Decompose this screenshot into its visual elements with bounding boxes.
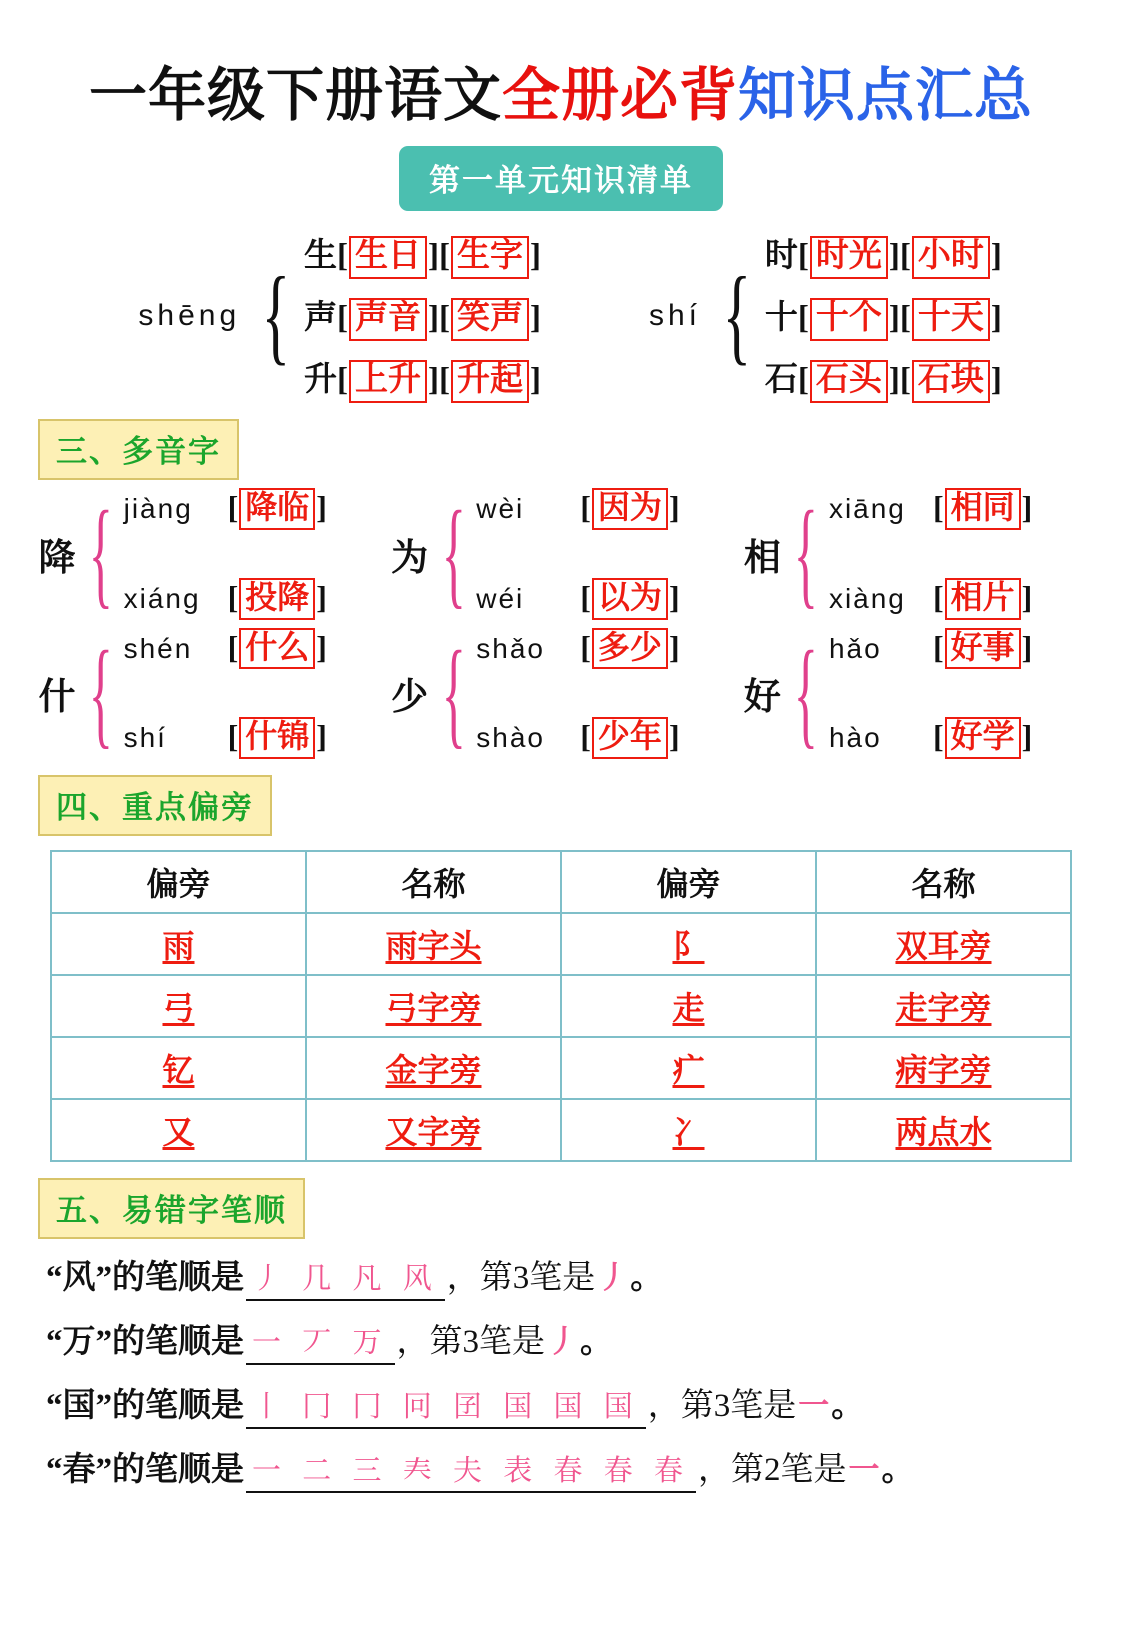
table-cell <box>816 1037 1071 1099</box>
brace-icon: { <box>794 486 819 620</box>
entry-word: 时光 <box>810 236 888 279</box>
cell-text: 走 <box>672 990 705 1027</box>
polyphone-char: 相 <box>743 537 781 579</box>
section-header-radical: 四、重点偏旁 <box>38 775 272 836</box>
entry-word: 生字 <box>451 236 529 279</box>
cell-text: 钇 <box>162 1052 195 1089</box>
brace-icon: { <box>441 626 466 760</box>
cell-text: 弓 <box>162 990 195 1027</box>
cell-text: 两点水 <box>895 1114 992 1151</box>
column-header: 名称 <box>306 851 561 913</box>
table-row <box>51 975 1071 1037</box>
reading-pinyin: hào <box>828 722 882 754</box>
worksheet-page <box>0 48 1122 1635</box>
stroke-order-item: “ 国 ” 的笔顺是 丨 冂 冂 冋 囝 国 国 国 ，第3笔是 一 。 <box>46 1379 1102 1429</box>
polyphone-char: 降 <box>38 537 76 579</box>
table-row <box>51 1037 1071 1099</box>
stroke-question: ，第3笔是 <box>446 1260 596 1297</box>
reading-word: 降临 <box>239 488 315 530</box>
polyphone-grid <box>0 486 1122 759</box>
stroke-sequence: 丿 几 凡 风 <box>246 1256 445 1301</box>
cell-text: 病字旁 <box>895 1052 992 1089</box>
table-cell <box>51 913 306 975</box>
polyphone-item-shao <box>387 628 740 760</box>
stroke-char: 万 <box>62 1324 96 1361</box>
stroke-char: 国 <box>62 1388 96 1425</box>
polyphone-char: 少 <box>391 677 429 719</box>
entry-word: 上升 <box>349 360 427 403</box>
pinyin-entry: 升 [ 上升 ] [ 升起 ] <box>304 353 541 403</box>
reading-pinyin: jiàng <box>123 492 193 524</box>
polyphone-item-wei <box>387 488 740 620</box>
cell-text: 阝 <box>672 928 705 965</box>
stroke-answer: 丿 <box>597 1260 629 1296</box>
entry-char: 石 <box>764 361 798 398</box>
entry-word: 十天 <box>912 298 990 341</box>
table-cell <box>561 1037 816 1099</box>
stroke-char: 风 <box>62 1260 96 1297</box>
polyphone-char: 什 <box>38 677 76 719</box>
cell-text: 又字旁 <box>385 1114 482 1151</box>
cell-text: 弓字旁 <box>385 990 482 1027</box>
unit-banner-container <box>0 146 1122 211</box>
stroke-sequence: 丨 冂 冂 冋 囝 国 国 国 <box>246 1384 646 1429</box>
polyphone-item-xiang <box>739 488 1092 620</box>
reading-word: 好学 <box>945 717 1021 759</box>
stroke-sequence: 一 丆 万 <box>246 1320 395 1365</box>
stroke-lead: 的笔顺是 <box>112 1324 244 1361</box>
reading-pinyin: xiáng <box>123 582 201 614</box>
cell-text: 走字旁 <box>895 990 992 1027</box>
polyphone-reading: shào [ 少年 ] <box>476 717 679 759</box>
pinyin-entry: 十 [ 十个 ] [ 十天 ] <box>765 291 1002 341</box>
entry-char: 十 <box>764 299 798 336</box>
section-header-polyphone: 三、多音字 <box>38 419 239 480</box>
polyphone-reading: xiàng [ 相片 ] <box>829 578 1032 620</box>
polyphone-reading: shén [ 什么 ] <box>124 628 327 670</box>
period: 。 <box>881 1452 915 1489</box>
reading-pinyin: xiàng <box>828 582 906 614</box>
entry-word: 小时 <box>912 236 990 279</box>
cell-text: 雨字头 <box>385 928 482 965</box>
reading-word: 什么 <box>239 628 315 670</box>
reading-pinyin: shào <box>476 722 545 754</box>
stroke-order-item: “ 春 ” 的笔顺是 一 二 三 𡗗 夫 表 春 春 春 ，第2笔是 一 。 <box>46 1443 1102 1493</box>
brace-icon: { <box>441 486 466 620</box>
cell-text: 金字旁 <box>385 1052 482 1089</box>
entry-word: 生日 <box>349 236 427 279</box>
reading-word: 好事 <box>945 628 1021 670</box>
entry-char: 时 <box>764 238 798 274</box>
entry-word: 十个 <box>810 298 888 341</box>
reading-pinyin: wéi <box>476 582 525 614</box>
entry-char: 声 <box>304 299 337 336</box>
reading-word: 多少 <box>592 628 668 670</box>
column-header: 名称 <box>816 851 1071 913</box>
stroke-lead: 的笔顺是 <box>112 1452 244 1489</box>
polyphone-reading: jiàng [ 降临 ] <box>124 488 327 530</box>
reading-word: 相同 <box>945 488 1021 530</box>
polyphone-reading: hǎo [ 好事 ] <box>829 628 1032 670</box>
table-row <box>51 1099 1071 1161</box>
stroke-question: ，第3笔是 <box>647 1388 797 1425</box>
column-header: 偏旁 <box>561 851 816 913</box>
polyphone-reading: xiáng [ 投降 ] <box>124 578 327 620</box>
cell-text: 又 <box>162 1114 195 1151</box>
table-cell <box>51 1037 306 1099</box>
pinyin-entry: 时 [ 时光 ] [ 小时 ] <box>765 229 1002 279</box>
table-cell <box>816 913 1071 975</box>
reading-pinyin: xiāng <box>828 492 906 524</box>
page-title-part-1: 一年级下册语文 <box>88 63 502 128</box>
polyphone-item-hao <box>739 628 1092 760</box>
table-cell <box>816 975 1071 1037</box>
reading-pinyin: shǎo <box>476 632 545 664</box>
polyphone-item-jiang <box>34 488 387 620</box>
entry-word: 声音 <box>349 298 427 341</box>
table-cell <box>561 975 816 1037</box>
polyphone-reading: hào [ 好学 ] <box>829 717 1032 759</box>
page-title-part-2: 全册必背 <box>501 63 738 128</box>
table-row <box>51 913 1071 975</box>
reading-word: 什锦 <box>239 717 315 759</box>
period: 。 <box>630 1260 664 1297</box>
reading-word: 投降 <box>239 578 315 620</box>
cell-text: 雨 <box>162 928 195 965</box>
table-cell <box>561 913 816 975</box>
stroke-order-list <box>0 1251 1122 1493</box>
cell-text: 疒 <box>672 1052 705 1089</box>
column-header: 偏旁 <box>51 851 306 913</box>
table-cell <box>816 1099 1071 1161</box>
stroke-char: 春 <box>62 1452 96 1489</box>
stroke-sequence: 一 二 三 𡗗 夫 表 春 春 春 <box>246 1448 696 1493</box>
entry-char: 升 <box>304 361 337 398</box>
period: 。 <box>580 1324 614 1361</box>
polyphone-reading: wèi [ 因为 ] <box>476 488 679 530</box>
pinyin-entry: 生 [ 生日 ] [ 生字 ] <box>304 229 541 279</box>
entry-word: 石头 <box>810 360 888 403</box>
section-header-stroke-order: 五、易错字笔顺 <box>38 1178 305 1239</box>
page-title <box>0 48 1122 132</box>
pinyin-label: shēng <box>138 298 241 332</box>
period: 。 <box>831 1388 865 1425</box>
stroke-answer: 一 <box>848 1452 880 1488</box>
table-cell <box>306 1099 561 1161</box>
table-cell <box>51 975 306 1037</box>
pinyin-entry: 石 [ 石头 ] [ 石块 ] <box>765 353 1002 403</box>
polyphone-reading: shǎo [ 多少 ] <box>476 628 679 670</box>
pinyin-label: shí <box>648 298 701 332</box>
entry-char: 生 <box>304 238 337 274</box>
stroke-question: ，第3笔是 <box>396 1324 546 1361</box>
brace-icon: { <box>261 255 291 375</box>
brace-icon: { <box>88 486 113 620</box>
stroke-question: ，第2笔是 <box>698 1452 847 1489</box>
table-cell <box>561 1099 816 1161</box>
polyphone-item-shen <box>34 628 387 760</box>
table-cell <box>306 975 561 1037</box>
reading-pinyin: wèi <box>476 492 525 524</box>
polyphone-reading: wéi [ 以为 ] <box>476 578 679 620</box>
pinyin-group-sheng <box>120 229 541 403</box>
table-cell <box>306 1037 561 1099</box>
polyphone-char: 为 <box>391 537 429 579</box>
reading-word: 以为 <box>592 578 668 620</box>
table-cell <box>51 1099 306 1161</box>
stroke-lead: 的笔顺是 <box>112 1260 244 1297</box>
pinyin-group-shi <box>581 229 1002 403</box>
reading-word: 少年 <box>592 717 668 759</box>
brace-icon: { <box>722 255 752 375</box>
pinyin-groups <box>0 229 1122 403</box>
cell-text: 双耳旁 <box>895 928 992 965</box>
polyphone-reading: shí [ 什锦 ] <box>124 717 327 759</box>
cell-text: 冫 <box>672 1114 705 1151</box>
reading-pinyin: hǎo <box>828 632 882 664</box>
stroke-order-item: “ 万 ” 的笔顺是 一 丆 万 ，第3笔是 丿 。 <box>46 1315 1102 1365</box>
radical-table <box>50 850 1072 1162</box>
unit-banner: 第一单元知识清单 <box>399 146 723 211</box>
polyphone-reading: xiāng [ 相同 ] <box>829 488 1032 530</box>
page-title-part-3: 知识点汇总 <box>738 63 1034 128</box>
brace-icon: { <box>794 626 819 760</box>
entry-word: 升起 <box>451 360 529 403</box>
stroke-order-item: “ 风 ” 的笔顺是 丿 几 凡 风 ，第3笔是 丿 。 <box>46 1251 1102 1301</box>
pinyin-entry: 声 [ 声音 ] [ 笑声 ] <box>304 291 541 341</box>
stroke-lead: 的笔顺是 <box>112 1388 244 1425</box>
reading-pinyin: shén <box>123 632 193 664</box>
stroke-answer: 一 <box>798 1388 830 1424</box>
table-cell <box>306 913 561 975</box>
stroke-answer: 丿 <box>547 1324 579 1360</box>
brace-icon: { <box>88 626 113 760</box>
reading-word: 因为 <box>592 488 668 530</box>
polyphone-char: 好 <box>743 677 781 719</box>
reading-pinyin: shí <box>123 722 167 754</box>
reading-word: 相片 <box>945 578 1021 620</box>
entry-word: 石块 <box>912 360 990 403</box>
table-header-row <box>51 851 1071 913</box>
entry-word: 笑声 <box>451 298 529 341</box>
